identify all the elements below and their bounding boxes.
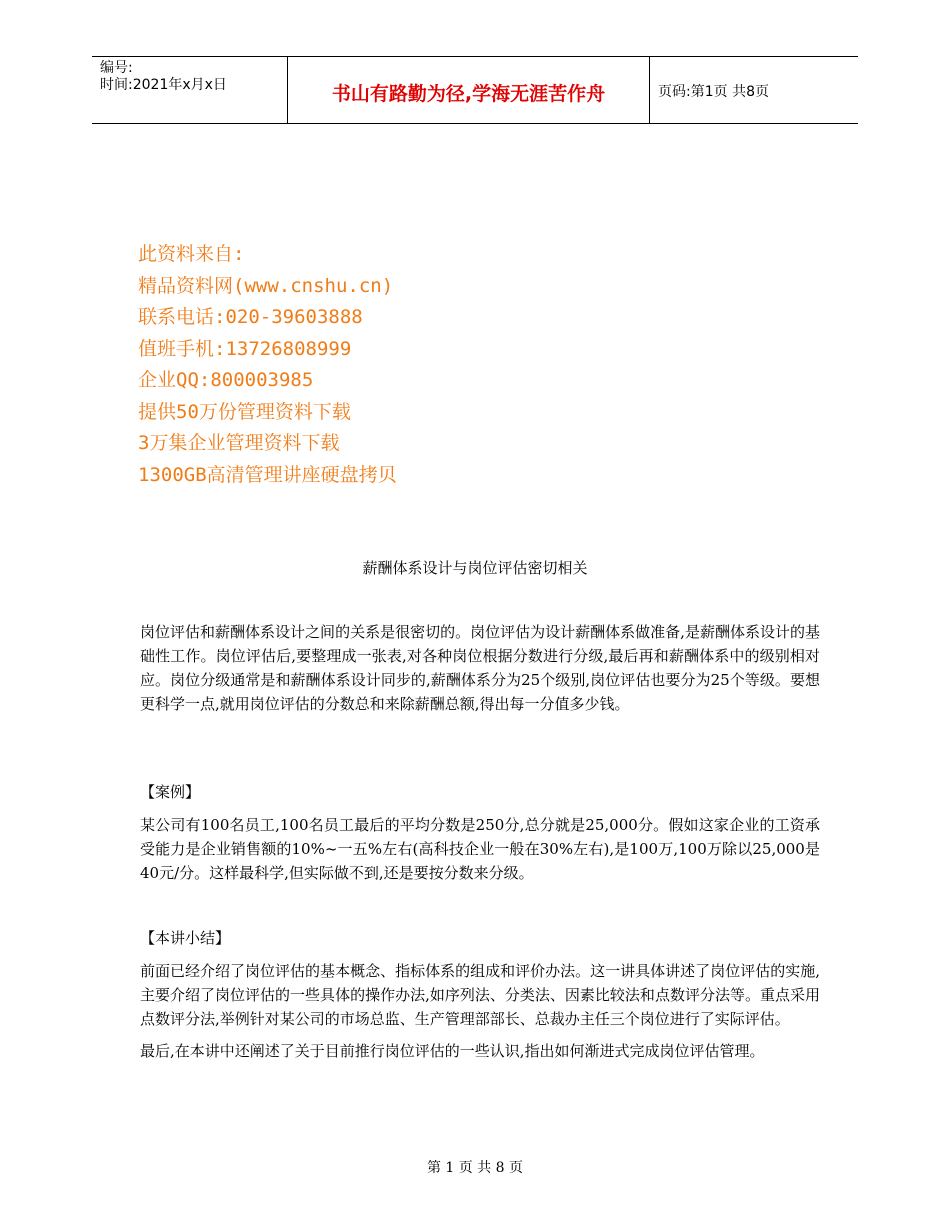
header-motto: 书山有路勤为径,学海无涯苦作舟 (287, 57, 650, 123)
header-meta (92, 57, 287, 123)
case-heading: 【案例】 (140, 783, 201, 801)
promo-block (138, 239, 397, 491)
promo-line: 提供50万份管理资料下载 (138, 400, 351, 423)
page-header (92, 56, 858, 124)
page-footer: 第 1 页 共 8 页 (426, 1160, 524, 1176)
number-label: 编号: (100, 60, 133, 76)
promo-line: 3万集企业管理资料下载 (138, 432, 340, 454)
time-label: 时间:2021年x月x日 (100, 77, 227, 93)
case-section (140, 813, 820, 885)
summary-section (140, 959, 820, 1063)
promo-line: 1300GB高清管理讲座硬盘拷贝 (138, 463, 397, 486)
summary-paragraph-2: 最后,在本讲中还阐述了关于目前推行岗位评估的一些认识,指出如何渐进式完成岗位评估管理。 (140, 1042, 765, 1060)
promo-line: 企业QQ:800003985 (138, 369, 314, 391)
intro-paragraph: 岗位评估和薪酬体系设计之间的关系是很密切的。岗位评估为设计薪酬体系做准备,是薪酬体系设计的基础性工作。岗位评估后,要整理成一张表,对各种岗位根据分数进行分级,最后再和薪酬体系中的级别相对应。岗位分级通常是和薪酬体系设计同步的,薪酬体系分为25个级别,岗位评估也要分为25个等级。要想更科学一点,就用岗位评估的分数总和来除薪酬总额,得出每一分值多少钱。 (140, 623, 820, 713)
intro-section (140, 620, 820, 716)
promo-line: 精品资料网(www.cnshu.cn) (138, 274, 394, 297)
promo-line: 值班手机:13726808999 (138, 337, 352, 360)
document-title: 薪酬体系设计与岗位评估密切相关 (362, 559, 588, 577)
promo-line: 联系电话:020-39603888 (138, 306, 363, 328)
header-page-label: 页码:第1页 共8页 (658, 84, 769, 100)
case-paragraph: 某公司有100名员工,100名员工最后的平均分数是250分,总分就是25,000分。假如这家企业的工资承受能力是企业销售额的10%~一五%左右(高科技企业一般在30%左右),是100万,100万除以25,000是40元/分。这样最科学,但实际做不到,还是要按分数来分级。 (140, 816, 820, 882)
promo-line: 此资料来自: (138, 243, 245, 265)
summary-heading: 【本讲小结】 (140, 929, 231, 947)
summary-paragraph-1: 前面已经介绍了岗位评估的基本概念、指标体系的组成和评价办法。这一讲具体讲述了岗位评估的实施,主要介绍了岗位评估的一些具体的操作办法,如序列法、分类法、因素比较法和点数评分法等。重点采用点数评分法,举例针对某公司的市场总监、生产管理部部长、总裁办主任三个岗位进行了实际评估。 (140, 962, 820, 1028)
